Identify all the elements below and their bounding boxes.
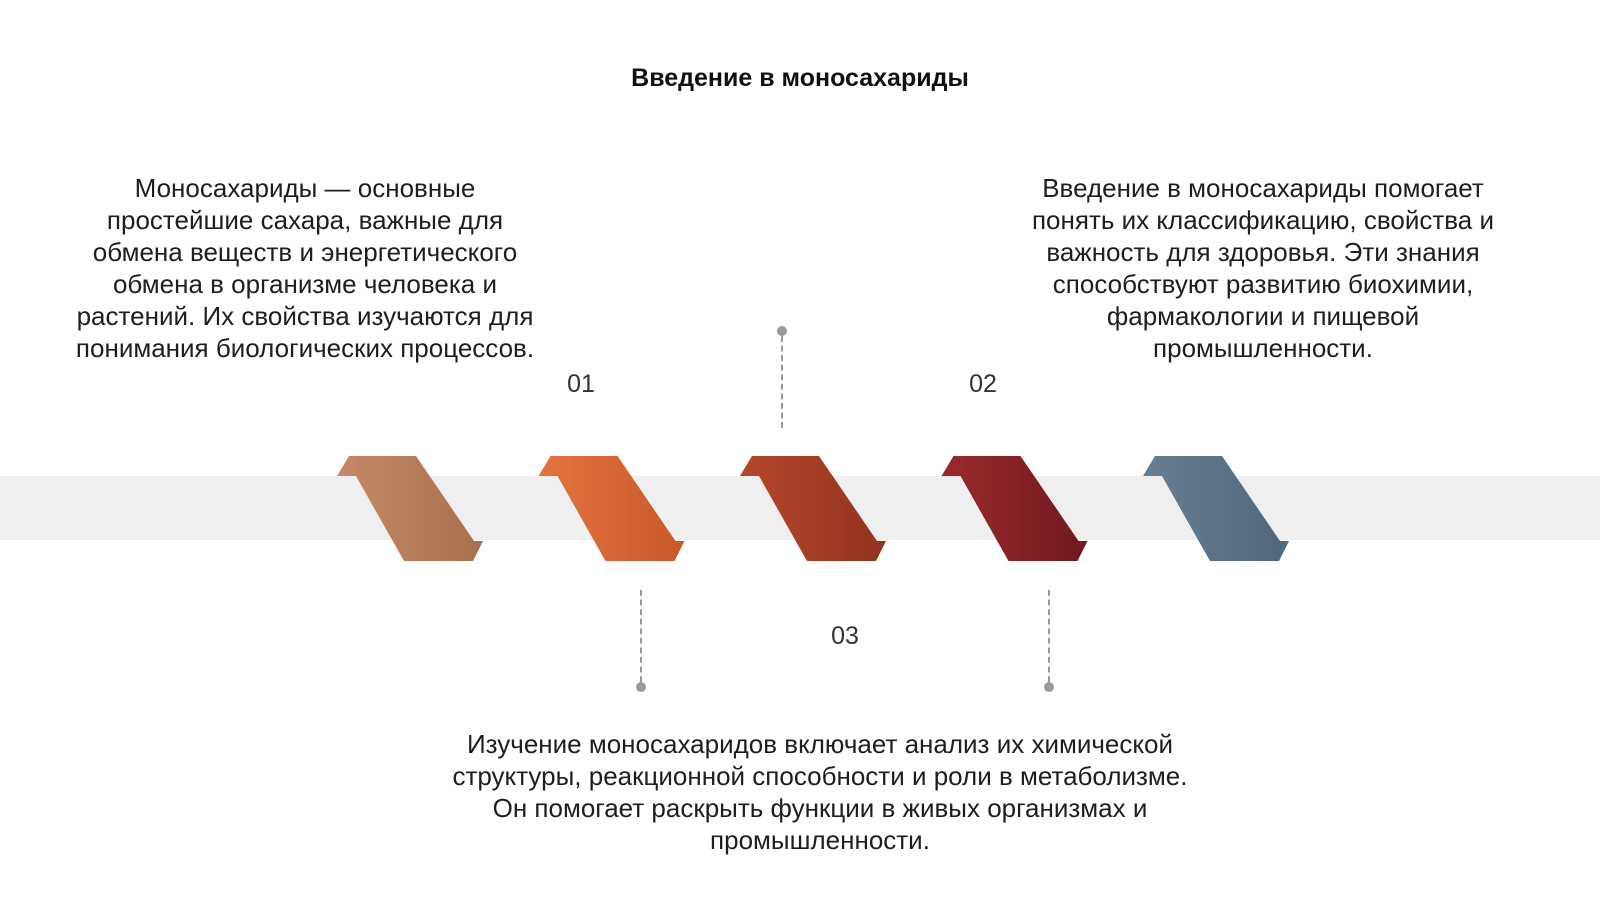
ribbon-shape-5 [1143,456,1289,561]
step-3-number: 03 [831,622,859,650]
ribbon-shape-3 [740,456,886,561]
ribbon-shape-4 [942,456,1088,561]
step-2-description: Введение в моносахариды помогает понять их классификацию, свойства и важность для здоровья. Эти знания способствуют развитию биохимии, фармакологии и пищевой промышленности. [1031,173,1495,363]
ribbon-shape-2 [539,456,685,561]
step-2-number: 02 [969,370,997,398]
step-3-description: Изучение моносахаридов включает анализ их химической структуры, реакционной способности и роли в метаболизме. Он помогает раскрыть функции в живых организмах и промышленности. [452,729,1188,855]
step-1-number: 01 [567,370,595,398]
slide-title: Введение в моносахариды [631,64,969,92]
ribbon-shape-1 [337,456,483,561]
step-1-description: Моносахариды — основные простейшие сахара, важные для обмена веществ и энергетического обмена в организме человека и растений. Их свойства изучаются для понимания биологических процессов. [75,173,535,363]
